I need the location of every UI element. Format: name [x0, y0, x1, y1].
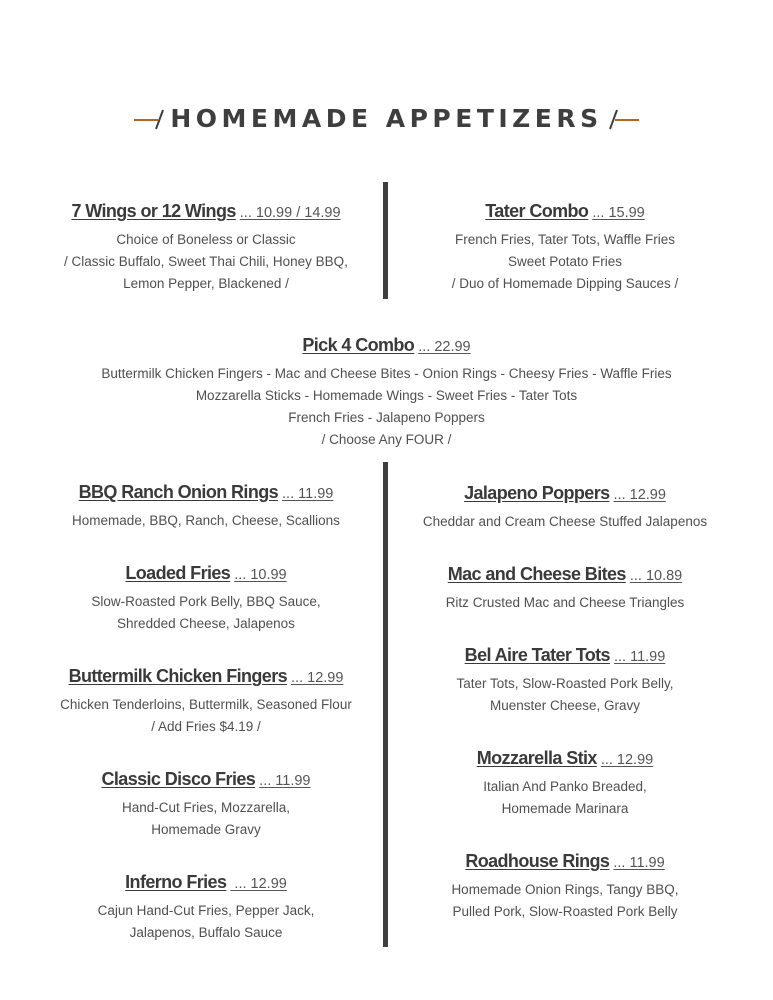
item-description: Homemade, BBQ, Ranch, Cheese, Scallions [72, 513, 340, 528]
menu-item-classic-disco-fries [20, 766, 392, 841]
item-name: Buttermilk Chicken Fingers [68, 666, 288, 686]
menu-item-mac-and-cheese-bites [394, 561, 736, 614]
item-name: Inferno Fries [125, 872, 227, 892]
item-price: ... 11.99 [259, 773, 311, 789]
item-name: Bel Aire Tater Tots [464, 645, 610, 665]
item-description: Hand-Cut Fries, Mozzarella, Homemade Gravy [121, 800, 291, 837]
menu-item-bel-aire-tater-tots [394, 642, 736, 717]
menu-item-loaded-fries [20, 560, 392, 635]
item-price: ... 12.99 [291, 670, 344, 686]
menu-item-inferno-fries [20, 869, 392, 944]
menu-item-roadhouse-rings [394, 848, 736, 923]
item-price: ... 11.99 [282, 486, 334, 502]
item-description: Cajun Hand-Cut Fries, Pepper Jack, Jalapenos, Buffalo Sauce [97, 903, 315, 940]
item-price: ... 12.99 [230, 876, 287, 892]
item-name: Mozzarella Stix [476, 748, 597, 768]
item-name: BBQ Ranch Onion Rings [78, 482, 279, 502]
item-description: Cheddar and Cream Cheese Stuffed Jalapenos [422, 514, 708, 529]
item-price: ... 15.99 [592, 205, 645, 221]
item-description: Homemade Onion Rings, Tangy BBQ, Pulled Pork, Slow-Roasted Pork Belly [451, 882, 679, 919]
menu-item-pick4-combo [40, 332, 733, 451]
item-price: ... 11.99 [613, 855, 665, 871]
item-price: ... 10.99 / 14.99 [239, 205, 341, 221]
item-description: Ritz Crusted Mac and Cheese Triangles [445, 595, 685, 610]
item-description: Choice of Boneless or Classic / Classic Buffalo, Sweet Thai Chili, Honey BBQ, Lemon Pepper, Blackened / [64, 232, 348, 291]
menu-header [0, 104, 773, 133]
item-description: French Fries, Tater Tots, Waffle Fries Sweet Potato Fries / Duo of Homemade Dipping Sauces / [451, 232, 679, 291]
menu-item-tater-combo [394, 198, 736, 295]
item-name: 7 Wings or 12 Wings [71, 201, 236, 221]
item-price: ... 10.99 [234, 567, 287, 583]
menu-item-buttermilk-chicken-fingers [20, 663, 392, 738]
menu-item-wings [20, 198, 392, 295]
item-name: Pick 4 Combo [302, 335, 415, 355]
item-name: Loaded Fries [125, 563, 231, 583]
menu-item-mozzarella-stix [394, 745, 736, 820]
item-description: Tater Tots, Slow-Roasted Pork Belly, Muenster Cheese, Gravy [456, 676, 674, 713]
item-description: Buttermilk Chicken Fingers - Mac and Cheese Bites - Onion Rings - Cheesy Fries - Waffle Fries Mozzarella Sticks - Homemade Wings - Sweet Fries - Tater Tots French Fries - Jalapeno Poppers / Choose Any FOUR / [101, 366, 672, 447]
item-name: Tater Combo [485, 201, 589, 221]
item-price: ... 12.99 [613, 487, 666, 503]
item-name: Mac and Cheese Bites [447, 564, 626, 584]
item-price: ... 22.99 [418, 339, 471, 355]
left-ornament-icon [132, 108, 166, 130]
item-price: ... 10.89 [629, 568, 683, 584]
item-description: Chicken Tenderloins, Buttermilk, Seasoned Flour / Add Fries $4.19 / [60, 697, 352, 734]
item-price: ... 12.99 [600, 752, 654, 768]
menu-item-bbq-ranch-onion-rings [20, 479, 392, 532]
item-name: Roadhouse Rings [465, 851, 610, 871]
item-description: Slow-Roasted Pork Belly, BBQ Sauce, Shredded Cheese, Jalapenos [91, 594, 321, 631]
page-title: HOMEMADE APPETIZERS [170, 104, 603, 133]
item-price: ... 11.99 [613, 649, 666, 665]
item-description: Italian And Panko Breaded, Homemade Marinara [483, 779, 647, 816]
menu-item-jalapeno-poppers [394, 480, 736, 533]
item-name: Jalapeno Poppers [464, 483, 610, 503]
right-ornament-icon [607, 108, 641, 130]
item-name: Classic Disco Fries [101, 769, 256, 789]
